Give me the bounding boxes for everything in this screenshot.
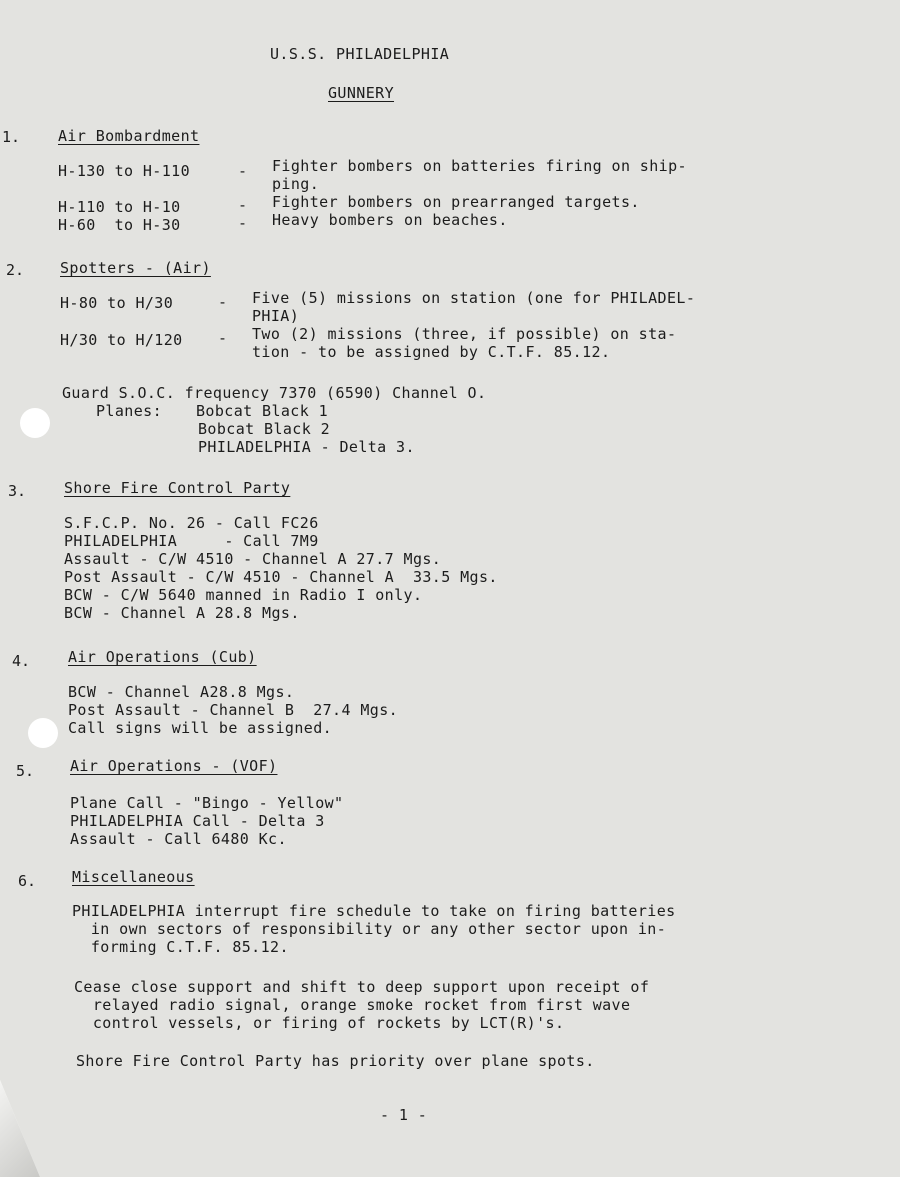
vof-line: Plane Call - "Bingo - Yellow" <box>70 794 344 812</box>
sfcp-line: BCW - Channel A 28.8 Mgs. <box>64 604 300 622</box>
sfcp-line: BCW - C/W 5640 manned in Radio I only. <box>64 586 423 604</box>
section-heading: Air Bombardment <box>58 127 200 145</box>
document-subtitle: GUNNERY <box>328 84 395 102</box>
misc-line: relayed radio signal, orange smoke rocket from first wave <box>74 996 631 1014</box>
schedule-dash: - <box>238 214 248 232</box>
plane-entry: Bobcat Black 2 <box>198 420 331 438</box>
section-number: 5. <box>16 762 35 780</box>
sfcp-line: Assault - C/W 4510 - Channel A 27.7 Mgs. <box>64 550 442 568</box>
schedule-time: H-80 to H/30 <box>60 294 174 312</box>
schedule-dash: - <box>218 293 228 311</box>
document-title: U.S.S. PHILADELPHIA <box>270 45 450 63</box>
misc-line: Cease close support and shift to deep support upon receipt of <box>74 978 650 996</box>
misc-line: in own sectors of responsibility or any other sector upon in- <box>72 920 667 938</box>
schedule-text: Fighter bombers on batteries firing on ship- <box>272 157 687 175</box>
sfcp-line: Post Assault - C/W 4510 - Channel A 33.5 Mgs. <box>64 568 498 586</box>
schedule-time: H/30 to H/120 <box>60 331 183 349</box>
planes-label: Planes: <box>96 402 163 420</box>
sfcp-line: S.F.C.P. No. 26 - Call FC26 <box>64 514 319 532</box>
section-heading: Air Operations (Cub) <box>68 648 257 666</box>
plane-entry: PHILADELPHIA - Delta 3. <box>198 438 415 456</box>
misc-line: control vessels, or firing of rockets by LCT(R)'s. <box>74 1014 565 1032</box>
schedule-text: PHIA) <box>252 307 300 325</box>
guard-frequency: Guard S.O.C. frequency 7370 (6590) Channel O. <box>62 384 487 402</box>
section-number: 4. <box>12 652 31 670</box>
schedule-text: Heavy bombers on beaches. <box>272 211 508 229</box>
misc-line: forming C.T.F. 85.12. <box>72 938 289 956</box>
schedule-time: H-60 to H-30 <box>58 216 181 234</box>
cub-line: BCW - Channel A28.8 Mgs. <box>68 683 295 701</box>
section-heading: Air Operations - (VOF) <box>70 757 278 775</box>
schedule-time: H-110 to H-10 <box>58 198 181 216</box>
schedule-dash: - <box>238 162 248 180</box>
cub-line: Post Assault - Channel B 27.4 Mgs. <box>68 701 399 719</box>
schedule-text: Fighter bombers on prearranged targets. <box>272 193 640 211</box>
schedule-text: tion - to be assigned by C.T.F. 85.12. <box>252 343 611 361</box>
punch-hole <box>20 408 50 438</box>
schedule-text: ping. <box>272 175 320 193</box>
section-number: 3. <box>8 482 27 500</box>
vof-line: Assault - Call 6480 Kc. <box>70 830 287 848</box>
schedule-dash: - <box>218 329 228 347</box>
schedule-text: Five (5) missions on station (one for PHILADEL- <box>252 289 696 307</box>
sfcp-line: PHILADELPHIA - Call 7M9 <box>64 532 319 550</box>
punch-hole <box>28 718 58 748</box>
page-number: - 1 - <box>380 1106 428 1124</box>
section-heading: Spotters - (Air) <box>60 259 211 277</box>
section-heading: Shore Fire Control Party <box>64 479 291 497</box>
plane-entry: Bobcat Black 1 <box>196 402 329 420</box>
schedule-text: Two (2) missions (three, if possible) on sta- <box>252 325 677 343</box>
vof-line: PHILADELPHIA Call - Delta 3 <box>70 812 325 830</box>
misc-line: PHILADELPHIA interrupt fire schedule to take on firing batteries <box>72 902 676 920</box>
section-heading: Miscellaneous <box>72 868 195 886</box>
misc-line: Shore Fire Control Party has priority over plane spots. <box>76 1052 595 1070</box>
cub-line: Call signs will be assigned. <box>68 719 333 737</box>
section-number: 2. <box>6 261 25 279</box>
schedule-time: H-130 to H-110 <box>58 162 191 180</box>
schedule-dash: - <box>238 196 248 214</box>
section-number: 6. <box>18 872 37 890</box>
section-number: 1. <box>2 128 21 146</box>
